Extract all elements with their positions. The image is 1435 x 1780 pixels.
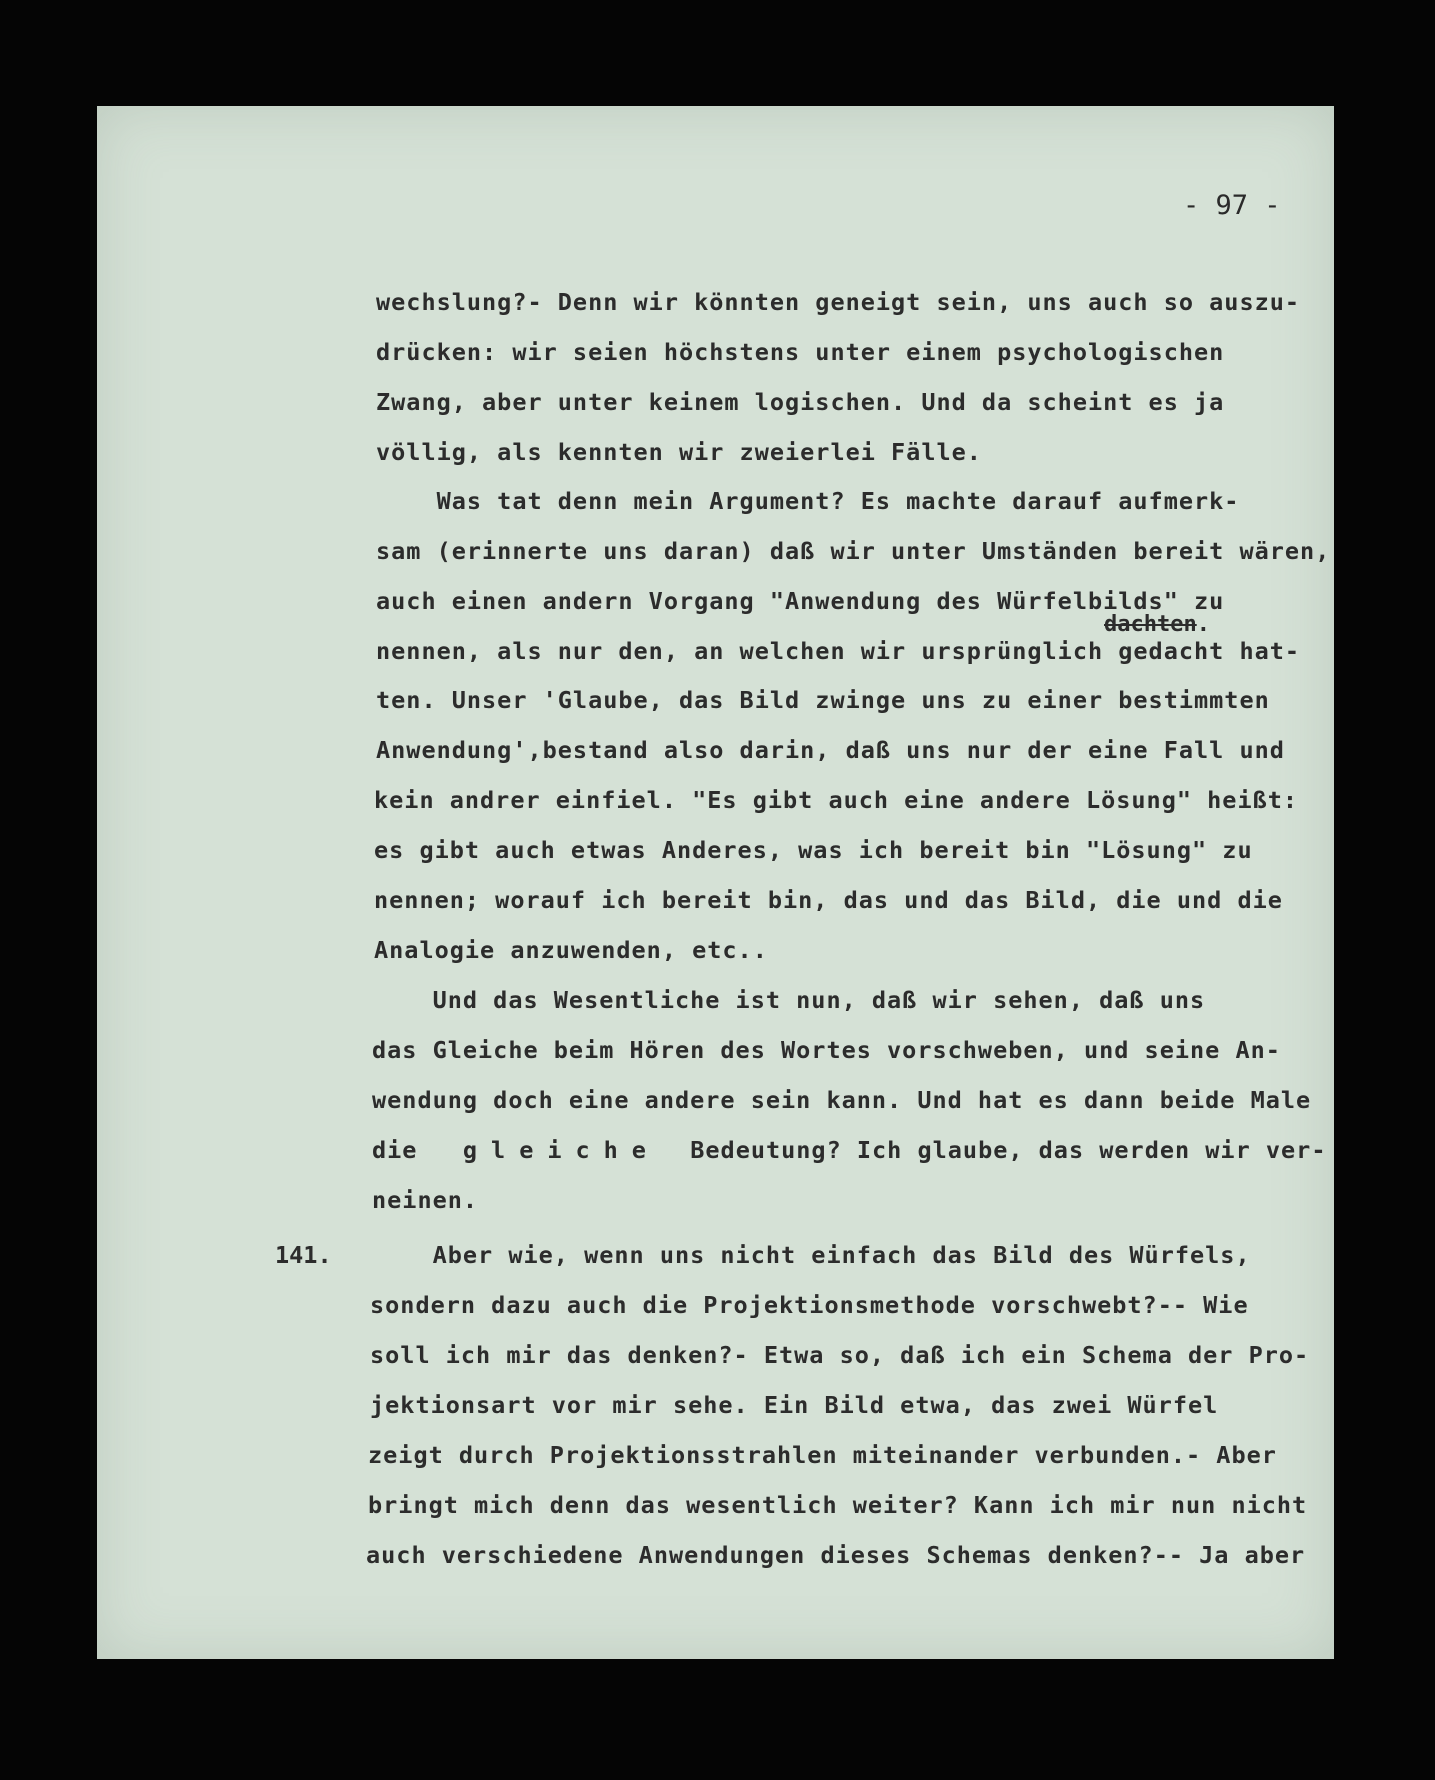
text-line: zeigt durch Projektionsstrahlen miteinander verbunden.- Aber: [368, 1441, 1277, 1469]
text-line: Anwendung',bestand also darin, daß uns nur der eine Fall und: [376, 736, 1285, 764]
text-line: wendung doch eine andere sein kann. Und hat es dann beide Male: [372, 1086, 1312, 1114]
text-line: soll ich mir das denken?- Etwa so, daß ich ein Schema der Pro-: [370, 1341, 1310, 1369]
text-line: Aber wie, wenn uns nicht einfach das Bild des Würfels,: [372, 1241, 1251, 1269]
text-line: auch einen andern Vorgang "Anwendung des Würfelbilds" zu: [376, 587, 1225, 615]
text-line: ten. Unser 'Glaube, das Bild zwinge uns zu einer bestimmten: [376, 686, 1270, 714]
text-line: Analogie anzuwenden, etc..: [374, 936, 768, 964]
text-line: Was tat denn mein Argument? Es machte darauf aufmerk-: [376, 487, 1240, 515]
struck-word: dachten.: [1104, 612, 1210, 637]
text-line: Und das Wesentliche ist nun, daß wir sehen, daß uns: [372, 986, 1206, 1014]
text-line: auch verschiedene Anwendungen dieses Schemas denken?-- Ja aber: [366, 1541, 1306, 1569]
text-line: neinen.: [372, 1186, 479, 1214]
text-line: kein andrer einfiel. "Es gibt auch eine andere Lösung" heißt:: [374, 786, 1299, 814]
page-number: - 97 -: [1183, 190, 1281, 221]
text-line: wechslung?- Denn wir könnten geneigt sein, uns auch so auszu-: [376, 288, 1301, 316]
text-line: es gibt auch etwas Anderes, was ich bereit bin "Lösung" zu: [374, 836, 1253, 864]
text-line: nennen; worauf ich bereit bin, das und das Bild, die und die: [374, 886, 1283, 914]
text-line: Zwang, aber unter keinem logischen. Und da scheint es ja: [376, 388, 1225, 416]
text-line: das Gleiche beim Hören des Wortes vorschweben, und seine An-: [372, 1036, 1281, 1064]
text-line: bringt mich denn das wesentlich weiter? Kann ich mir nun nicht: [368, 1491, 1308, 1519]
text-line: nennen, als nur den, an welchen wir ursprünglich gedacht hat-: [376, 637, 1301, 665]
paragraph-number: 141.: [275, 1241, 332, 1269]
text-line: jektionsart vor mir sehe. Ein Bild etwa, das zwei Würfel: [370, 1391, 1219, 1419]
emphasized-word: gleiche: [462, 1136, 660, 1164]
text-line: völlig, als kennten wir zweierlei Fälle.: [376, 438, 982, 466]
text-line: sam (erinnerte uns daran) daß wir unter Umständen bereit wären,: [376, 537, 1331, 565]
text-line: die gleiche Bedeutung? Ich glaube, das werden wir ver-: [372, 1136, 1327, 1164]
text-line: sondern dazu auch die Projektionsmethode vorschwebt?-- Wie: [370, 1291, 1249, 1319]
text-line: drücken: wir seien höchstens unter einem psychologischen: [376, 338, 1225, 366]
